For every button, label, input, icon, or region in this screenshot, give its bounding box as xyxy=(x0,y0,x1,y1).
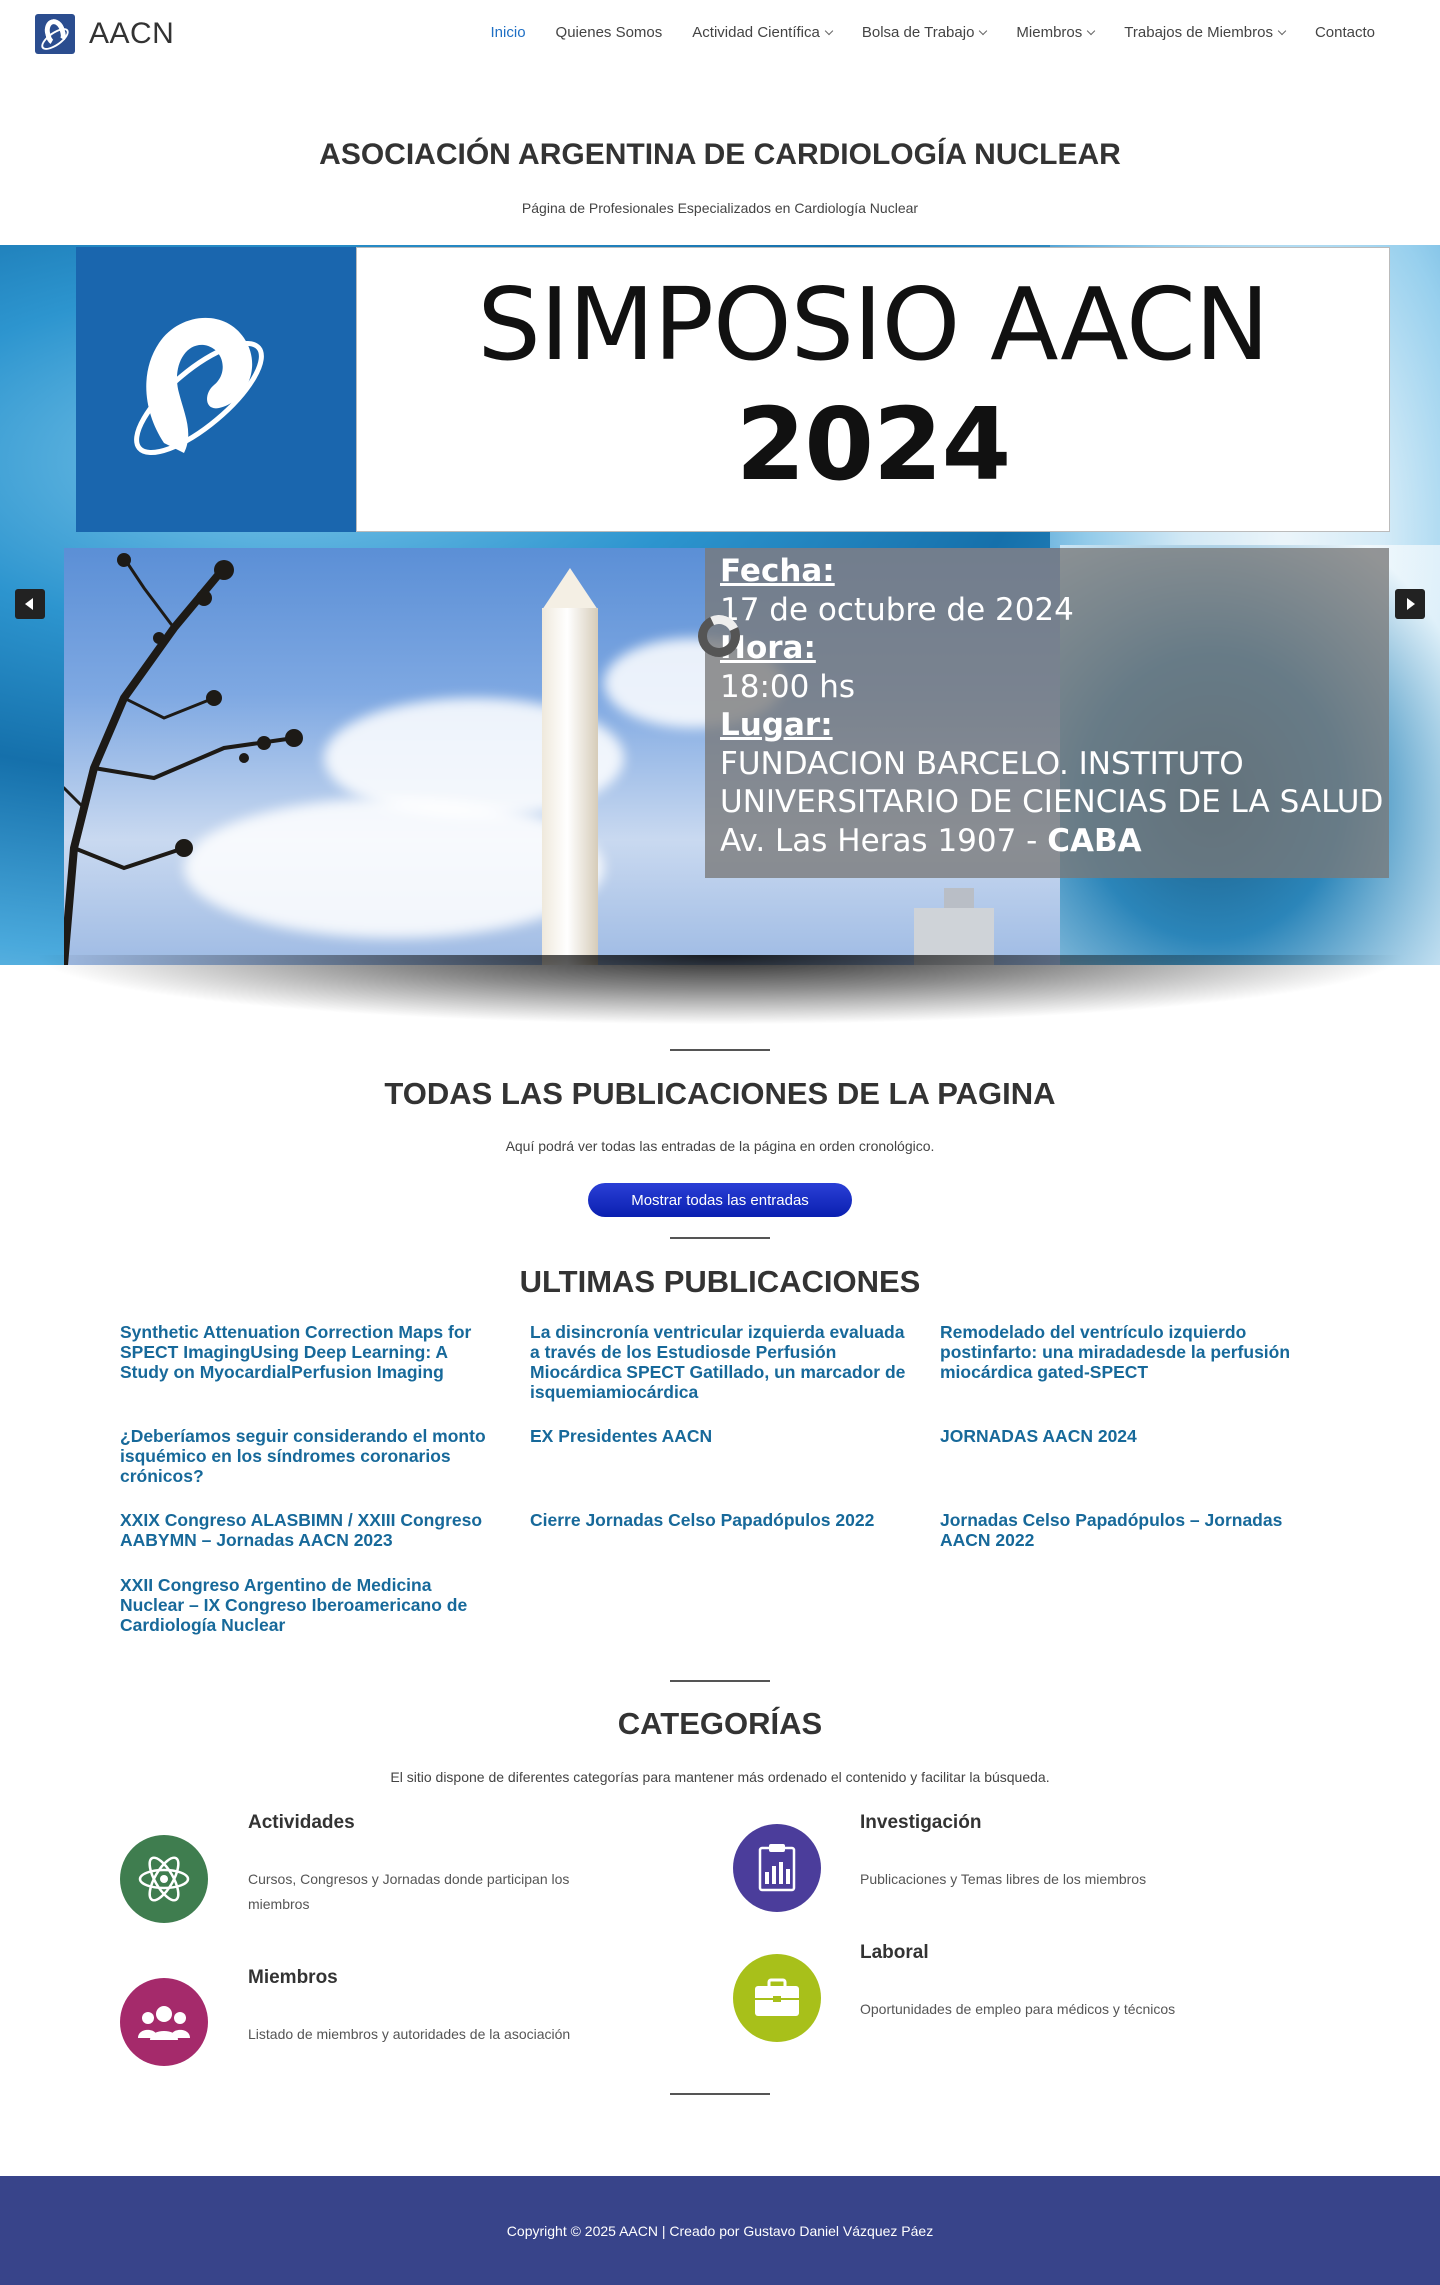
lugar-line1: FUNDACION BARCELO. INSTITUTO xyxy=(720,745,1244,782)
site-logo[interactable] xyxy=(35,14,174,54)
slider-prev-button[interactable] xyxy=(15,589,45,619)
aacn-emblem-icon xyxy=(124,293,274,473)
category-title: Investigación xyxy=(860,1812,982,1833)
slide-info-panel xyxy=(705,548,1389,878)
post-link[interactable]: Synthetic Attenuation Correction Maps for SPECT ImagingUsing Deep Learning: A Study on MyocardialPerfusion Imaging xyxy=(120,1322,472,1382)
main-nav xyxy=(476,24,1390,41)
post-link[interactable]: EX Presidentes AACN xyxy=(530,1426,713,1446)
all-posts-text: Aquí podrá ver todas las entradas de la página en orden cronológico. xyxy=(505,1138,935,1154)
category-desc: Cursos, Congresos y Jornadas donde participan los miembros xyxy=(248,1871,570,1912)
logo-text: AACN xyxy=(89,17,175,50)
slide-title-box xyxy=(356,247,1390,532)
category-title: Laboral xyxy=(860,1942,929,1963)
copyright-text: Copyright © 2025 AACN | Creado por Gustavo Daniel Vázquez Páez xyxy=(506,2223,934,2239)
clipboard-icon xyxy=(733,1824,821,1912)
section-divider xyxy=(670,1237,770,1239)
lugar-label: Lugar: xyxy=(720,707,833,743)
site-header xyxy=(0,0,1440,70)
page-title: ASOCIACIÓN ARGENTINA DE CARDIOLOGÍA NUCLEAR xyxy=(319,138,1121,171)
section-divider xyxy=(670,1049,770,1051)
aacn-logo-icon xyxy=(35,14,75,54)
all-posts-title: TODAS LAS PUBLICACIONES DE LA PAGINA xyxy=(384,1076,1056,1111)
slide-title-line1: SIMPOSIO AACN xyxy=(477,266,1269,383)
site-footer xyxy=(0,2176,1440,2285)
category-title: Miembros xyxy=(248,1967,338,1988)
post-link[interactable]: Cierre Jornadas Celso Papadópulos 2022 xyxy=(530,1510,875,1530)
fecha-label: Fecha: xyxy=(720,553,835,589)
people-icon xyxy=(120,1978,208,2066)
post-link[interactable]: XXII Congreso Argentino de Medicina Nuclear – IX Congreso Iberoamericano de Cardiología Nuclear xyxy=(120,1575,468,1635)
category-desc: Oportunidades de empleo para médicos y técnicos xyxy=(860,2001,1176,2017)
slide-title-line2: 2024 xyxy=(735,386,1011,503)
category-desc: Publicaciones y Temas libres de los miembros xyxy=(860,1871,1147,1887)
nav-trabajos-de-miembros[interactable]: Trabajos de Miembros xyxy=(1109,24,1300,41)
categories-text: El sitio dispone de diferentes categorías para mantener más ordenado el contenido y facilitar la búsqueda. xyxy=(390,1769,1050,1785)
slide-logo xyxy=(76,247,356,532)
page-subtitle: Página de Profesionales Especializados en Cardiología Nuclear xyxy=(521,200,919,216)
briefcase-icon xyxy=(733,1954,821,2042)
tree-silhouette xyxy=(64,548,324,965)
category-desc: Listado de miembros y autoridades de la asociación xyxy=(248,2026,571,2042)
chevron-down-icon xyxy=(825,26,833,34)
post-link[interactable]: ¿Deberíamos seguir considerando el monto isquémico en los síndromes coronarios crónicos? xyxy=(120,1426,486,1486)
show-all-posts-button[interactable]: Mostrar todas las entradas xyxy=(588,1183,852,1217)
post-link[interactable]: XXIX Congreso ALASBIMN / XXIII Congreso AABYMN – Jornadas AACN 2023 xyxy=(120,1510,483,1550)
fecha-value: 17 de octubre de 2024 xyxy=(720,591,1074,628)
nav-inicio[interactable]: Inicio xyxy=(490,24,526,41)
categories-title: CATEGORÍAS xyxy=(617,1706,823,1741)
latest-posts-title: ULTIMAS PUBLICACIONES xyxy=(519,1264,921,1299)
lugar-line2: UNIVERSITARIO DE CIENCIAS DE LA SALUD xyxy=(720,784,1384,820)
lugar-line3: Av. Las Heras 1907 - CABA xyxy=(720,822,1142,859)
nav-quienes-somos[interactable]: Quienes Somos xyxy=(555,24,663,41)
post-link[interactable]: JORNADAS AACN 2024 xyxy=(940,1426,1137,1446)
chevron-down-icon xyxy=(979,26,987,34)
nav-bolsa-de-trabajo[interactable]: Bolsa de Trabajo xyxy=(847,24,1002,41)
hero-slider[interactable] xyxy=(0,245,1440,965)
post-link[interactable]: Jornadas Celso Papadópulos – Jornadas AACN 2022 xyxy=(940,1510,1283,1550)
nav-contacto[interactable]: Contacto xyxy=(1314,24,1375,41)
post-link[interactable]: La disincronía ventricular izquierda evaluada a través de los Estudiosde Perfusión Miocárdica SPECT Gatillado, un marcador de isquemiamiocárdica xyxy=(530,1322,906,1402)
chevron-down-icon xyxy=(1278,26,1286,34)
chevron-down-icon xyxy=(1087,26,1095,34)
slider-next-button[interactable] xyxy=(1395,589,1425,619)
hora-value: 18:00 hs xyxy=(720,668,855,705)
section-divider xyxy=(670,2093,770,2095)
nav-actividad-cientifica[interactable]: Actividad Científica xyxy=(677,24,847,41)
hora-label: Hora: xyxy=(720,630,816,666)
post-link[interactable]: Remodelado del ventrículo izquierdo postinfarto: una miradadesde la perfusión miocárdica gated-SPECT xyxy=(940,1322,1291,1382)
slider-shadow xyxy=(30,955,1410,1025)
category-title: Actividades xyxy=(248,1812,355,1833)
atom-icon xyxy=(120,1835,208,1923)
nav-miembros[interactable]: Miembros xyxy=(1001,24,1109,41)
section-divider xyxy=(670,1680,770,1682)
